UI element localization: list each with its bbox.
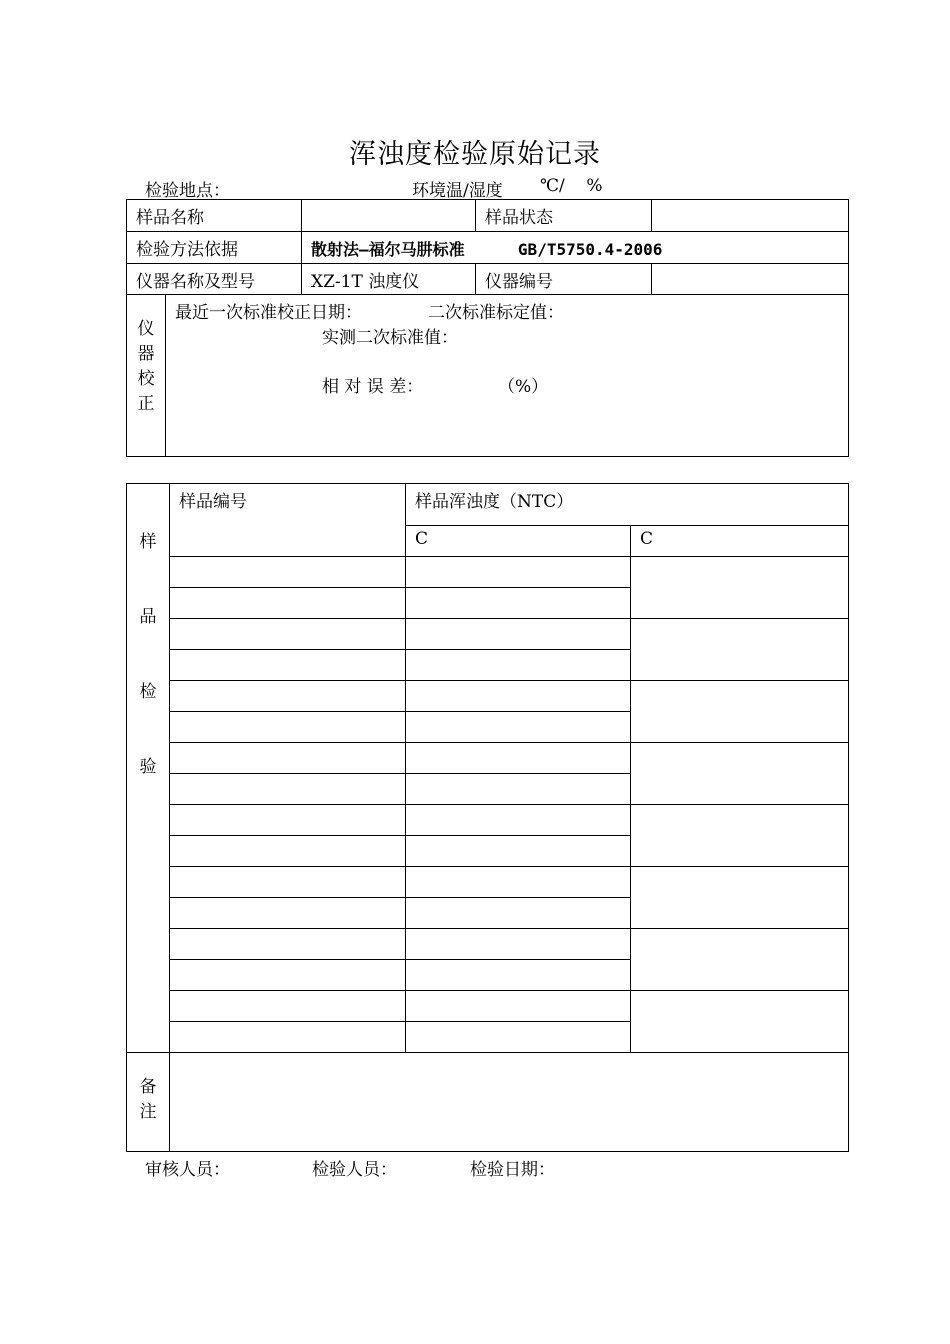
sample-side-char-1: 样 [139, 532, 157, 552]
method-label-cell [127, 232, 302, 264]
average-field[interactable] [631, 991, 849, 1053]
sample-no-field[interactable] [170, 867, 406, 898]
average-field[interactable] [631, 805, 849, 867]
sample-no-field[interactable] [170, 991, 406, 1022]
sample-no-field[interactable] [170, 774, 406, 805]
sample-side-char-2: 品 [139, 607, 157, 627]
remarks-side-cell [127, 1053, 170, 1152]
instrument-no-field[interactable] [652, 264, 849, 295]
average-field[interactable] [631, 557, 849, 619]
average-field[interactable] [631, 619, 849, 681]
calibration-body-cell[interactable] [166, 295, 849, 457]
instrument-value: XZ-1T 浊度仪 [311, 272, 420, 292]
sample-no-field[interactable] [170, 836, 406, 867]
average-field[interactable] [631, 929, 849, 991]
calib-char-1: 仪 [137, 319, 155, 339]
inspector-label: 检验人员： [312, 1160, 397, 1180]
turbidity-field[interactable] [406, 774, 631, 805]
sample-side-cell [127, 484, 170, 1053]
turbidity-field[interactable] [406, 867, 631, 898]
sample-name-label: 样品名称 [136, 208, 204, 228]
env-units: ℃/ % [540, 176, 603, 196]
turbidity-field[interactable] [406, 898, 631, 929]
sample-no-field[interactable] [170, 681, 406, 712]
sample-no-field[interactable] [170, 557, 406, 588]
instrument-no-label-cell [476, 264, 652, 295]
sample-no-field[interactable] [170, 805, 406, 836]
env-label: 环境温/湿度 [412, 181, 503, 201]
turbidity-field[interactable] [406, 805, 631, 836]
relative-error-unit: （%） [498, 377, 549, 397]
sample-side-char-3: 检 [139, 682, 157, 702]
average-field[interactable] [631, 867, 849, 929]
measured-secondary-label: 实测二次标准值： [322, 328, 458, 348]
sample-no-field[interactable] [170, 743, 406, 774]
sample-no-field[interactable] [170, 650, 406, 681]
last-calib-label: 最近一次标准校正日期： [175, 303, 362, 323]
col2-sub-cell [631, 526, 849, 557]
method-value: 散射法–福尔马肼标准 [311, 240, 465, 259]
col1-sub: C [415, 529, 429, 549]
remarks-char-2: 注 [139, 1102, 157, 1122]
date-label: 检验日期： [470, 1160, 555, 1180]
turbidity-field[interactable] [406, 712, 631, 743]
turbidity-field[interactable] [406, 929, 631, 960]
turbidity-field[interactable] [406, 836, 631, 867]
sample-name-field[interactable] [302, 200, 476, 232]
info-table [126, 199, 849, 457]
relative-error-label: 相 对 误 差： [322, 377, 424, 397]
location-label: 检验地点： [145, 181, 230, 201]
sample-no-field[interactable] [170, 960, 406, 991]
document-title: 浑浊度检验原始记录 [349, 139, 601, 170]
method-label: 检验方法依据 [136, 240, 238, 260]
sample-state-field[interactable] [652, 200, 849, 232]
average-field[interactable] [631, 681, 849, 743]
col1-sub-cell [406, 526, 631, 557]
turbidity-field[interactable] [406, 1022, 631, 1053]
instrument-label-cell [127, 264, 302, 295]
method-value-cell [302, 232, 849, 264]
turbidity-header: 样品浑浊度（NTC） [415, 492, 574, 512]
sample-no-field[interactable] [170, 898, 406, 929]
average-field[interactable] [631, 743, 849, 805]
sample-side-char-4: 验 [139, 757, 157, 777]
turbidity-field[interactable] [406, 960, 631, 991]
turbidity-field[interactable] [406, 619, 631, 650]
turbidity-field[interactable] [406, 588, 631, 619]
sample-state-label-cell [476, 200, 652, 232]
remarks-field[interactable] [170, 1053, 849, 1152]
calibration-side-cell [127, 295, 166, 457]
secondary-std-label: 二次标准标定值： [428, 303, 564, 323]
sample-no-field[interactable] [170, 712, 406, 743]
sample-table [126, 483, 849, 1152]
reviewer-label: 审核人员： [145, 1160, 230, 1180]
sample-no-field[interactable] [170, 929, 406, 960]
sample-state-label: 样品状态 [485, 208, 553, 228]
turbidity-field[interactable] [406, 743, 631, 774]
col2-sub: C [640, 529, 654, 549]
turbidity-field[interactable] [406, 681, 631, 712]
turbidity-field[interactable] [406, 557, 631, 588]
calib-char-3: 校 [137, 369, 155, 389]
turbidity-header-cell [406, 484, 849, 526]
sample-name-label-cell [127, 200, 302, 232]
calib-char-2: 器 [137, 344, 155, 364]
method-standard: GB/T5750.4-2006 [517, 240, 663, 259]
sample-no-field[interactable] [170, 619, 406, 650]
instrument-value-cell [302, 264, 476, 295]
turbidity-field[interactable] [406, 991, 631, 1022]
calib-char-4: 正 [137, 394, 155, 414]
instrument-label: 仪器名称及型号 [136, 272, 255, 292]
sample-no-field[interactable] [170, 1022, 406, 1053]
sample-no-header: 样品编号 [179, 492, 247, 512]
instrument-no-label: 仪器编号 [485, 272, 553, 292]
remarks-char-1: 备 [139, 1077, 157, 1097]
sample-no-header-cell [170, 484, 406, 557]
turbidity-field[interactable] [406, 650, 631, 681]
sample-no-field[interactable] [170, 588, 406, 619]
